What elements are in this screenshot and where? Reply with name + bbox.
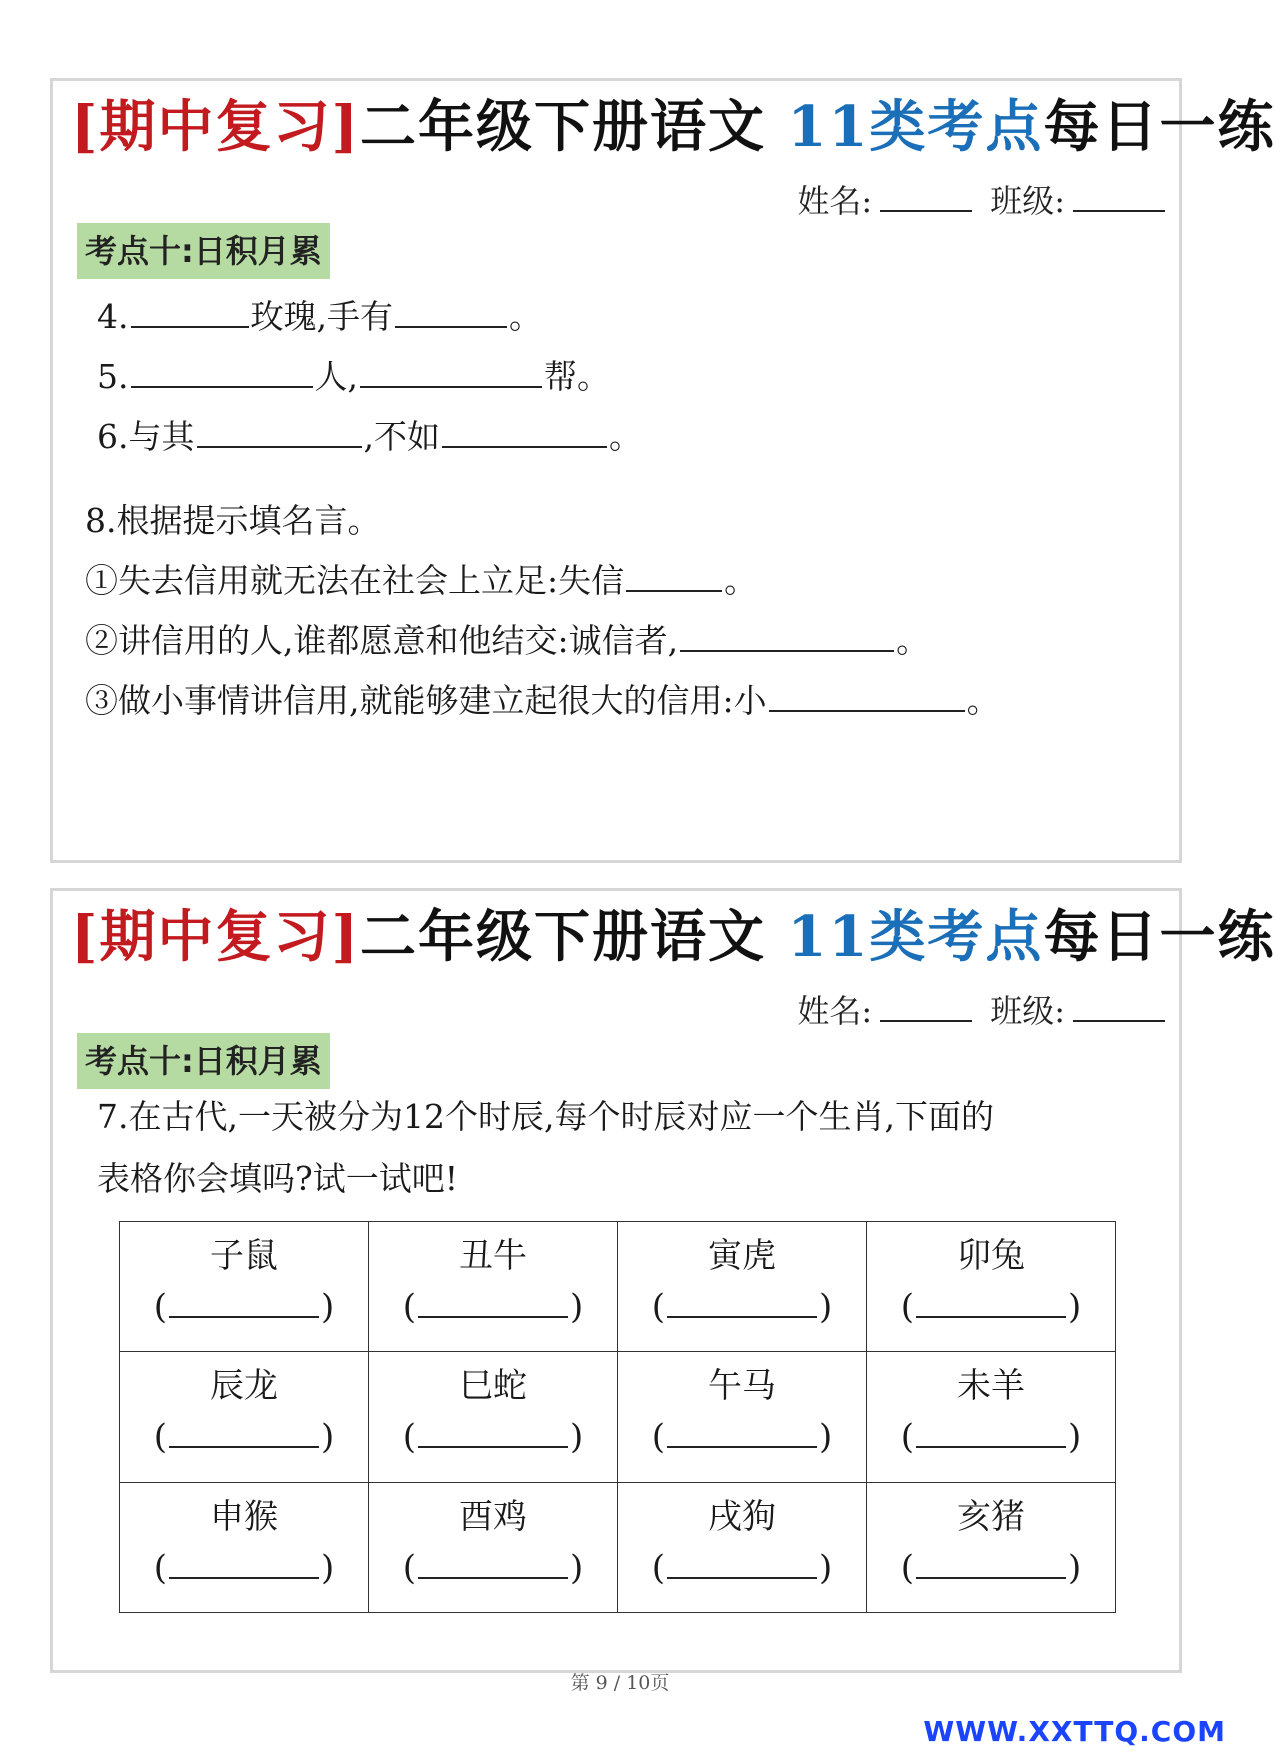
table-cell [867, 1482, 1116, 1612]
table-cell [369, 1482, 618, 1612]
table-row [120, 1352, 1116, 1482]
zodiac-label: 戌狗 [708, 1496, 776, 1537]
q8-item3-end: 。 [966, 681, 1000, 720]
q8-item2-end: 。 [896, 621, 930, 660]
table-cell [369, 1352, 618, 1482]
table-cell [120, 1222, 369, 1352]
table-row [120, 1482, 1116, 1612]
question-7-line-2: 表格你会填吗?试一试吧! [97, 1159, 458, 1198]
title-suffix: 每日一练 [1043, 94, 1275, 160]
zodiac-label: 巳蛇 [459, 1366, 527, 1407]
q4-text: 玫瑰,手有 [250, 297, 393, 336]
q5-text: 人, [314, 357, 358, 396]
q6-blank-2[interactable] [442, 416, 607, 448]
zodiac-label: 酉鸡 [459, 1496, 527, 1537]
zodiac-table [119, 1221, 1116, 1613]
answer-blank[interactable]: ( ) [124, 1282, 364, 1331]
table-row [120, 1222, 1116, 1352]
zodiac-label: 丑牛 [459, 1236, 527, 1276]
answer-blank[interactable]: ( ) [622, 1282, 862, 1331]
topic-badge: 考点十:日积月累 [77, 1033, 330, 1089]
answer-blank[interactable]: ( ) [622, 1412, 862, 1461]
name-blank[interactable] [880, 182, 972, 212]
table-cell [120, 1482, 369, 1612]
class-blank[interactable] [1073, 182, 1165, 212]
class-label: 班级: [990, 182, 1065, 220]
question-8-item-2 [85, 615, 929, 662]
answer-blank[interactable]: ( ) [373, 1412, 613, 1461]
name-blank[interactable] [880, 992, 972, 1022]
q6-blank-1[interactable] [197, 416, 362, 448]
sheet-title [71, 904, 1275, 970]
zodiac-label: 申猴 [210, 1496, 278, 1537]
q5-end: 帮。 [544, 357, 610, 396]
question-5 [97, 351, 610, 398]
q4-end: 。 [509, 297, 542, 336]
title-middle: 二年级下册语文 [360, 94, 766, 160]
table-cell [120, 1352, 369, 1482]
q8-item1-blank[interactable] [626, 560, 722, 592]
q8-item2-blank[interactable] [680, 620, 894, 652]
answer-blank[interactable]: ( ) [373, 1543, 613, 1592]
q5-number: 5. [97, 357, 129, 396]
class-label: 班级: [990, 992, 1065, 1030]
table-cell [618, 1352, 867, 1482]
site-watermark: WWW.XXTTQ.COM [923, 1715, 1226, 1748]
worksheet-card-1 [50, 78, 1275, 863]
table-cell [618, 1482, 867, 1612]
topic-badge: 考点十:日积月累 [77, 223, 330, 279]
page-number: 第 9 / 10页 [570, 1672, 670, 1694]
zodiac-label: 卯兔 [957, 1236, 1025, 1276]
zodiac-label: 亥猪 [957, 1496, 1025, 1537]
q6-text-2: ,不如 [363, 417, 440, 456]
title-prefix: [期中复习] [71, 904, 360, 970]
q4-blank-2[interactable] [395, 296, 507, 328]
q8-item3-blank[interactable] [769, 680, 965, 712]
worksheet-card-2 [50, 888, 1275, 1673]
zodiac-label: 子鼠 [210, 1236, 278, 1276]
answer-blank[interactable]: ( ) [124, 1412, 364, 1461]
q8-item3-text: ③做小事情讲信用,就能够建立起很大的信用:小 [85, 681, 767, 720]
table-cell [867, 1222, 1116, 1352]
class-blank[interactable] [1073, 992, 1165, 1022]
q4-number: 4. [97, 297, 129, 336]
zodiac-label: 午马 [708, 1366, 776, 1407]
answer-blank[interactable]: ( ) [373, 1282, 613, 1331]
answer-blank[interactable]: ( ) [871, 1412, 1111, 1461]
question-8-heading: 8.根据提示填名言。 [85, 501, 381, 540]
table-cell [369, 1222, 618, 1352]
sheet-title [71, 94, 1275, 160]
answer-blank[interactable]: ( ) [124, 1543, 364, 1592]
table-cell [618, 1222, 867, 1352]
title-suffix: 每日一练 [1043, 904, 1275, 970]
q8-item1-end: 。 [724, 561, 758, 600]
q6-end: 。 [609, 417, 642, 456]
zodiac-label: 未羊 [957, 1366, 1025, 1407]
question-8-item-3 [85, 675, 1000, 722]
title-highlight: 11类考点 [787, 94, 1044, 160]
question-4 [97, 291, 542, 338]
q4-blank-1[interactable] [131, 296, 249, 328]
q5-blank-1[interactable] [131, 356, 313, 388]
q8-item1-text: ①失去信用就无法在社会上立足:失信 [85, 561, 625, 600]
name-label: 姓名: [797, 182, 873, 220]
question-6 [97, 411, 642, 458]
answer-blank[interactable]: ( ) [871, 1543, 1111, 1592]
q5-blank-2[interactable] [360, 356, 542, 388]
question-8-item-1 [85, 555, 757, 602]
title-prefix: [期中复习] [71, 94, 360, 160]
name-class-row [797, 986, 1165, 1032]
name-class-row [797, 176, 1165, 222]
zodiac-label: 辰龙 [210, 1366, 278, 1407]
title-middle: 二年级下册语文 [360, 904, 766, 970]
q6-text-1: 6.与其 [97, 417, 195, 456]
answer-blank[interactable]: ( ) [871, 1282, 1111, 1331]
title-highlight: 11类考点 [787, 904, 1044, 970]
answer-blank[interactable]: ( ) [622, 1543, 862, 1592]
q8-item2-text: ②讲信用的人,谁都愿意和他结交:诚信者, [85, 621, 679, 660]
zodiac-label: 寅虎 [708, 1236, 776, 1276]
table-cell [867, 1352, 1116, 1482]
question-7-line-1: 7.在古代,一天被分为12个时辰,每个时辰对应一个生肖,下面的 [97, 1097, 994, 1136]
name-label: 姓名: [797, 992, 873, 1030]
